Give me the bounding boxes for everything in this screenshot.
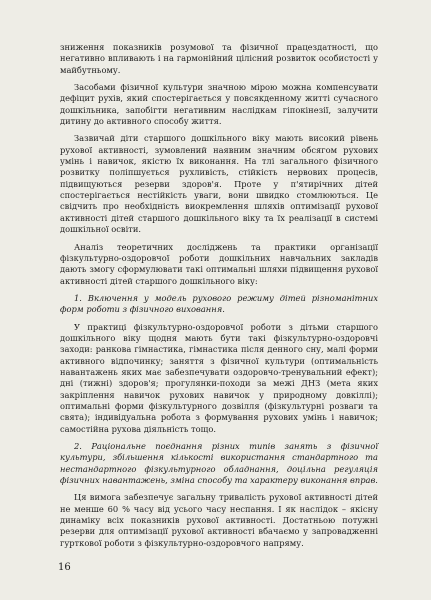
paragraph-point-1: 1. Включення у модель рухового режиму дітей різноманітних форм роботи з фізичного виховання. (60, 292, 378, 315)
paragraph-analysis-lead: Аналіз теоретичних досліджень та практики організації фізкультурно-оздоровчої роботи дошкільних навчальних закладів дають змогу сформулювати такі оптимальні шляхи підвищення рухової активності дітей старшого дошкільного віку: (60, 241, 378, 286)
paragraph-practice-measures: У практиці фізкультурно-оздоровчої роботи з дітьми старшого дошкільного віку щодня мають бути такі фізкультурно-оздоровчі заходи: ранкова гімнастика, гімнастика після денного сну, малі форми активного відпочинку; заняття з фізичної культури (оптимальність навантажень яких має забезпечувати оздоровчо-тренувальний ефект); дні (тижні) здоров'я; прогулянки-походи за межі ДНЗ (мета яких закріплення навичок рухових навичок у природному довкіллі); оптимальні форми фізкультурного дозвілля (фізкультурні розваги та свята); індивідуальна робота з формування рухових умінь і навичок; самостійна рухова діяльність тощо. (60, 321, 378, 434)
paragraph-point-2: 2. Раціональне поєднання різних типів занять з фізичної культури, збільшення кількості використання стандартного та нестандартного фізкультурного обладнання, доцільна регуляція фізичних навантажень, зміна способу та характеру виконання вправ. (60, 441, 378, 486)
paragraph-physical-culture-means: Засобами фізичної культури значною мірою можна компенсувати дефіцит рухів, який спостерігається у повсякденному житті сучасного дошкільника, запобігти негативним наслідкам гіпокінезії, залучити дитину до активного способу життя. (60, 82, 378, 127)
page-number: 16 (58, 562, 71, 573)
paragraph-intro-continuation: зниження показників розумової та фізичної працездатності, що негативно впливають і на гармонійний цілісний розвиток особистості у майбутньому. (60, 42, 378, 75)
document-body (60, 42, 378, 555)
paragraph-requirement: Ця вимога забезпечує загальну тривалість рухової активності дітей не менше 60 % часу від усього часу неспання. І як наслідок – якісну динаміку всіх показників рухової активності. Достатньою потужні резерви для оптимізації рухової активності вбачаємо у запровадженні гурткової роботи з фізкультурно-оздоровчого напряму. (60, 492, 378, 548)
paragraph-senior-preschool-activity: Зазвичай діти старшого дошкільного віку мають високий рівень рухової активності, зумовлений наявним значним обсягом рухових умінь і навичок, якістю їх виконання. На тлі загального фізичного розвитку поліпшується рухливість, стійкість нервових процесів, підвищуються резерви здоров'я. Проте у п'ятирічних дітей спостерігається нестійкість уваги, вони швидко стомлюються. Це свідчить про необхідність виокремлення шляхів оптимізації рухової активності дітей старшого дошкільного віку та їх реалізації в системі дошкільної освіти. (60, 133, 378, 235)
